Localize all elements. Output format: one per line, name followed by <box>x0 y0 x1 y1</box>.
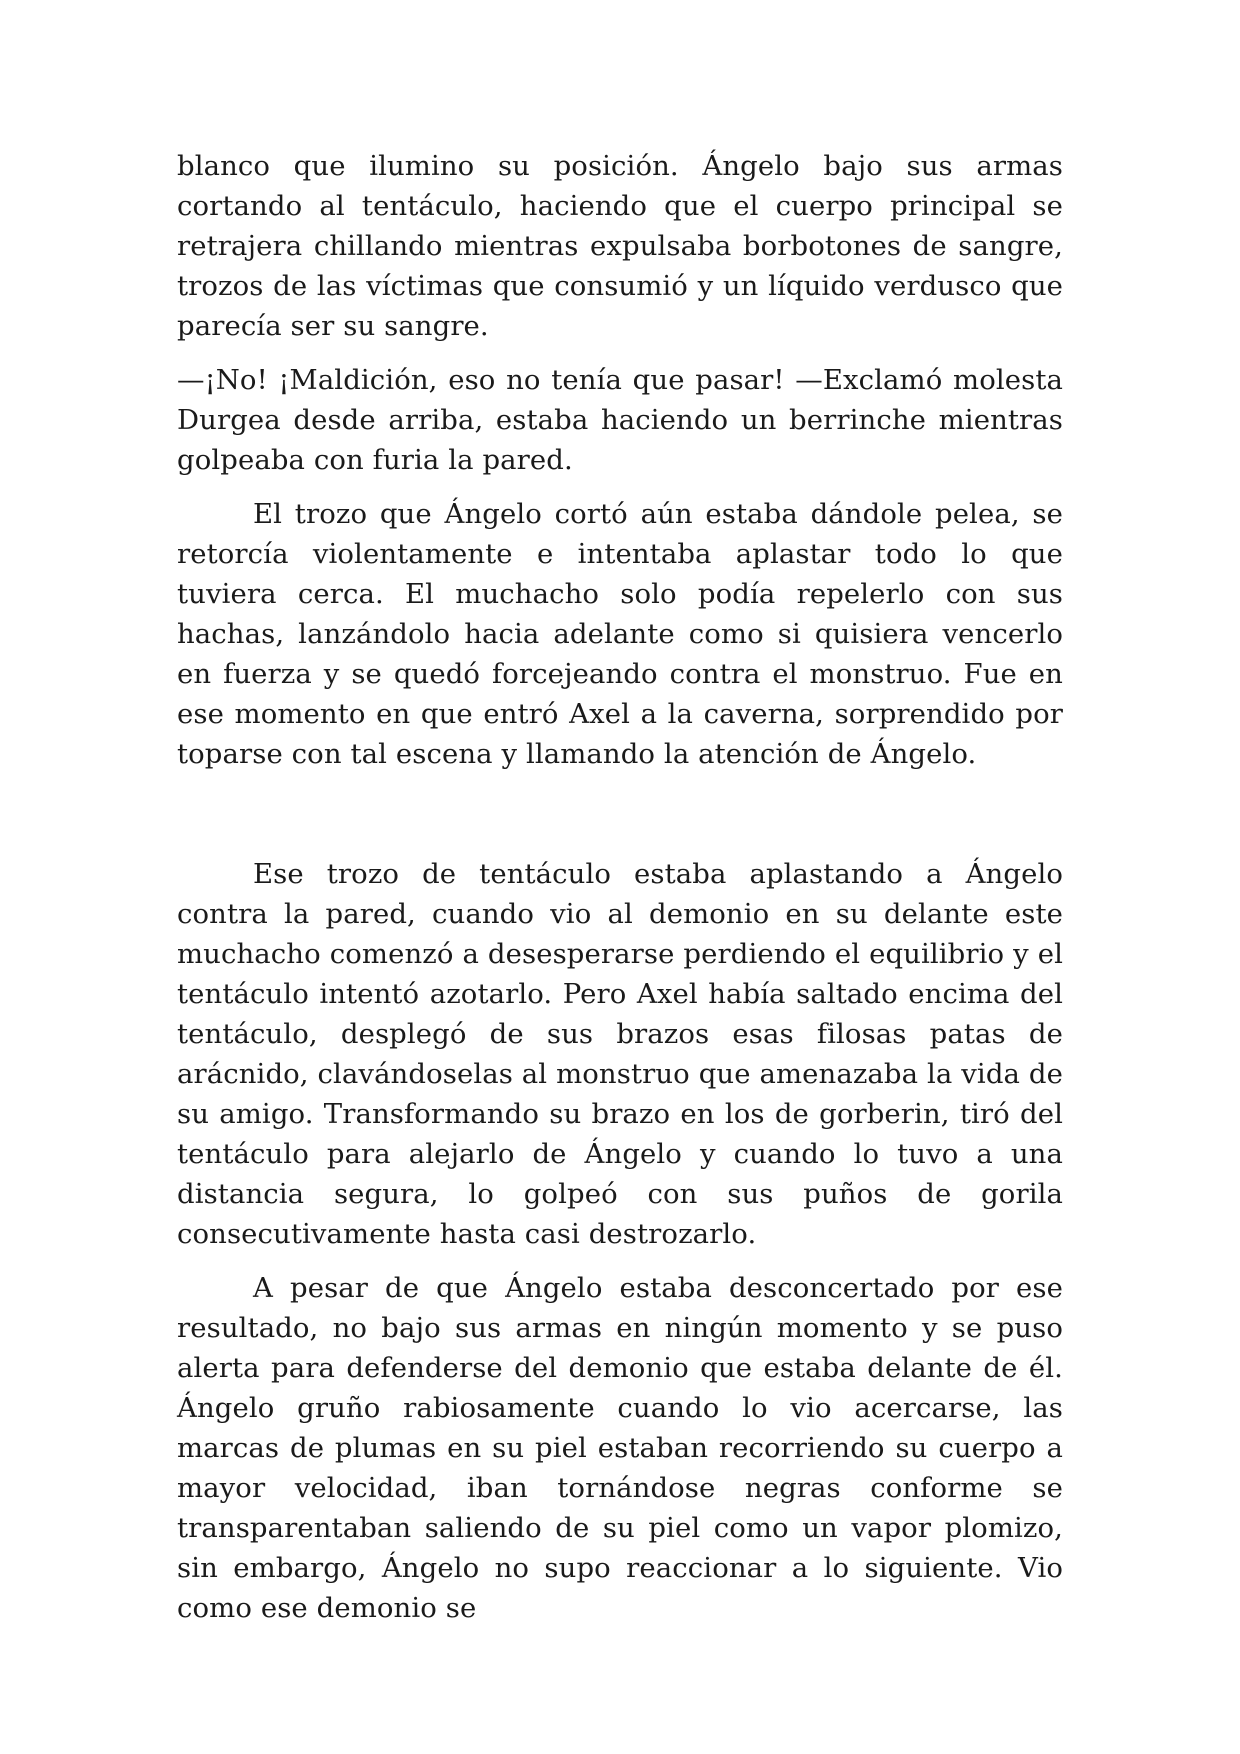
document-page <box>177 146 1063 1642</box>
paragraph-1: blanco que ilumino su posición. Ángelo bajo sus armas cortando al tentáculo, haciendo que el cuerpo principal se retrajera chillando mientras expulsaba borbotones de sangre, trozos de las víctimas que consumió y un líquido verdusco que parecía ser su sangre. <box>177 150 1063 342</box>
section-break <box>177 788 1063 854</box>
paragraph-5: A pesar de que Ángelo estaba desconcertado por ese resultado, no bajo sus armas en ningún momento y se puso alerta para defenderse del demonio que estaba delante de él. Ángelo gruño rabiosamente cuando lo vio acercarse, las marcas de plumas en su piel estaban recorriendo su cuerpo a mayor velocidad, iban tornándose negras conforme se transparentaban saliendo de su piel como un vapor plomizo, sin embargo, Ángelo no supo reaccionar a lo siguiente. Vio como ese demonio se <box>177 1272 1063 1624</box>
paragraph-4: Ese trozo de tentáculo estaba aplastando a Ángelo contra la pared, cuando vio al demonio en su delante este muchacho comenzó a desesperarse perdiendo el equilibrio y el tentáculo intentó azotarlo. Pero Axel había saltado encima del tentáculo, desplegó de sus brazos esas filosas patas de arácnido, clavándoselas al monstruo que amenazaba la vida de su amigo. Transformando su brazo en los de gorberin, tiró del tentáculo para alejarlo de Ángelo y cuando lo tuvo a una distancia segura, lo golpeó con sus puños de gorila consecutivamente hasta casi destrozarlo. <box>177 858 1063 1250</box>
paragraph-2: —¡No! ¡Maldición, eso no tenía que pasar! —Exclamó molesta Durgea desde arriba, estaba haciendo un berrinche mientras golpeaba con furia la pared. <box>177 364 1063 476</box>
paragraph-3: El trozo que Ángelo cortó aún estaba dándole pelea, se retorcía violentamente e intentaba aplastar todo lo que tuviera cerca. El muchacho solo podía repelerlo con sus hachas, lanzándolo hacia adelante como si quisiera vencerlo en fuerza y se quedó forcejeando contra el monstruo. Fue en ese momento en que entró Axel a la caverna, sorprendido por toparse con tal escena y llamando la atención de Ángelo. <box>177 498 1063 770</box>
